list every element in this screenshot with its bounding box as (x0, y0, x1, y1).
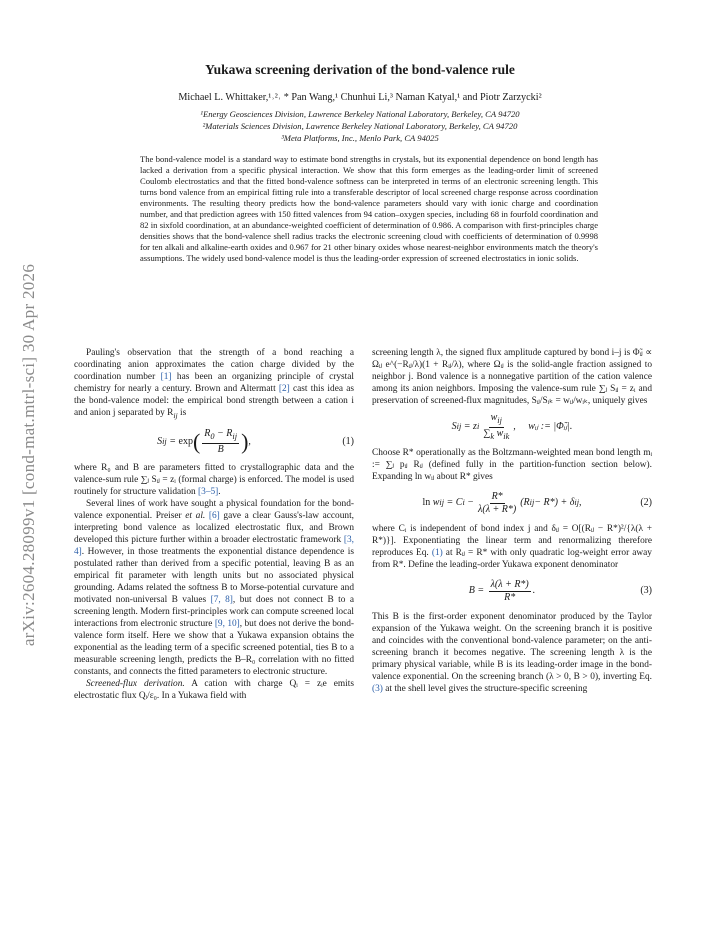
paragraph: This B is the first-order exponent denominator produced by the Taylor expansion of the Yukawa weight. On the screening branch it is positive and coincides with the conventional bond-valence parameter; on the anti-screening branch it becomes negative. The screening length λ is the primary physical variable, while B is its leading-order image in the bond-valence exponential. On the screening branch (λ > 0, B > 0), inverting Eq. (3) at the shell level gives the structure-specific screening (372, 612, 652, 694)
equation-2: ln w ij = C i − $\frac{R*}{\lambda(\lambda + R*)}$ (R ij − R*) + δ ij , (2) (372, 483, 652, 523)
equation-number: (3) (640, 585, 652, 596)
citation-link[interactable]: [3, 4] (74, 534, 354, 557)
equation-3: B = $\frac{\lambda(\lambda + R*)}{R*}$ . (3) (372, 571, 652, 611)
citation-link[interactable]: [1] (160, 372, 172, 382)
citation-link[interactable]: [6] (208, 510, 220, 521)
author-list: Michael L. Whittaker,¹˒²˒ * Pan Wang,¹ Chunhui Li,³ Naman Katyal,¹ and Piotr Zarzycki² (178, 92, 542, 103)
affiliation-3: ³Meta Platforms, Inc., Menlo Park, CA 94025 (281, 133, 439, 143)
citation-link[interactable]: [9, 10] (214, 618, 240, 629)
section-heading: Screened-flux derivation. (86, 678, 185, 689)
citation-link[interactable]: [2] (278, 384, 290, 394)
paragraph: where Cᵢ is independent of bond index j and δᵢⱼ = O[(Rᵢⱼ − R*)²/{λ(λ + R*)}]. Exponentiating the linear term and renormalizing therefore reproduces Eq. (1) at Rᵢⱼ = R* with only quadratic log-weight error away from R*. Define the leading-order Yukawa exponent denominator (372, 524, 652, 570)
paragraph: Screened-flux derivation. A cation with charge Qᵢ = zᵢe emits electrostatic flux Qᵢ/ε₀. In a Yukawa field with (74, 678, 354, 701)
equation-reference-link[interactable]: (3) (372, 684, 383, 694)
abstract: The bond-valence model is a standard way to estimate bond strengths in crystals, but its exponential dependence on bond length has lacked a derivation from a specific physical interaction. We show that this form emerges as the leading-order limit of screened Coulomb electrostatics and that the fitted bond-valence softness can be interpreted in terms of an electronic screening length. This turns bond valence from an empirical fitting rule into a transferable descriptor of local screened charge response across coordination environments. The resulting theory predicts how the bond-valence parameters should vary with ionic charge and coordination number, and that prediction agrees with 150 fitted valences from 94 cation–oxygen species, including 68 in fourfold coordination and 82 in sixfold coordination, at an abundance-weighted coefficient of determination of 0.986. A comparison with first-principles charge densities shows that the bond-valence shell radius tracks the electronic screening cloud with coefficients of determination of 0.9998 for ten alkali and alkaline-earth oxides and 0.967 for 21 other binary oxides whose nearest-neighbor environments match the theory's assumptions. The widely used bond-valence model is thus the leading-order expression of screened electrostatics in ionic solids. (140, 154, 598, 264)
affiliation-2: ²Materials Sciences Division, Lawrence Berkeley National Laboratory, Berkeley, CA 94720 (202, 121, 518, 131)
equation-weights: S ij = z i $\frac{w_{ij}}{\sum_k w_{ik}}$ , wᵢⱼ := |Φ̃ᵢⱼ|. (451, 411, 573, 441)
paragraph: where R₀ and B are parameters fitted to crystallographic data and the valence-sum rule ∑ⱼ Sᵢⱼ = zᵢ (formal charge) is enforced. The model is used routinely for structure validation [3–5]. (74, 462, 354, 497)
paragraph: Several lines of work have sought a physical foundation for the bond-valence exponential. Preiser et al. [6] gave a clear Gauss's-law account, interpreting bond valence as localized electrostatic flux, and Brown developed this picture further within a broader electrostatic framework [3, 4]. However, in those treatments the exponential distance dependence is postulated rather than derived from a specific potential, leaving B as an empirical fit parameter with length units but no associated physical grounding. Adams related the softness B to Morse-potential curvature and motivated non-universal B values [7, 8], but does not connect B to a screening length. Modern first-principles work can compute screened local interactions from electronic structure [9, 10], but does not derive the bond-valence form itself. Here we show that a Yukawa expansion obtains the exponential as the leading term of a specific screened potential, ties B to a measurable screening length, predicts the B–R₀ correlation with no fitted constants, and connects the fitted parameters to electronic structure. (74, 498, 354, 677)
equation-1: S ij = exp ( $\frac{R_0 - R_{ij}}{B}$ ) , (1) (74, 422, 354, 462)
equation-reference-link[interactable]: (1) (431, 548, 443, 558)
intro-paragraph: Pauling's observation that the strength of a bond reaching a coordinating anion approximates the cation charge divided by the coordination number [1] has been an organizing principle of crystal chemistry for nearly a century. Brown and Altermatt [2] cast this idea as the bond-valence model: the empirical bond strength between a cation i and anion j separated by $R_{ij}$ is (74, 348, 354, 420)
affiliation-1: ¹Energy Geosciences Division, Lawrence Berkeley National Laboratory, Berkeley, CA 94720 (200, 109, 520, 119)
equation-number: (1) (342, 435, 354, 447)
paper-title: Yukawa screening derivation of the bond-valence rule (205, 62, 515, 77)
citation-link[interactable]: [3–5] (198, 486, 219, 497)
paragraph: screening length λ, the signed flux amplitude captured by bond i–j is Φ̃ᵢⱼ ∝ Ωᵢⱼ e^(−Rᵢⱼ/λ)(1 + Rᵢⱼ/λ), where Ωᵢⱼ is the solid-angle fraction assigned to neighbor j. Bond valence is a nonnegative partition of the cation valence among its anion neighbors. Imposing the valence-sum rule ∑ⱼ Sᵢⱼ = zᵢ and preservation of screened-flux magnitudes, Sᵢⱼ/Sᵢₖ = wᵢⱼ/wᵢₖ, uniquely gives (372, 348, 652, 406)
equation-number: (2) (640, 497, 652, 508)
left-column (74, 347, 354, 702)
citation-link[interactable]: [7, 8] (210, 594, 233, 605)
paragraph: Choose R* operationally as the Boltzmann-weighted mean bond length mᵢ := ∑ⱼ pᵢⱼ Rᵢⱼ (defined fully in the partition-function section below). Expanding ln wᵢⱼ about R* gives (372, 448, 652, 482)
arxiv-identifier: arXiv:2604.28099v1 [cond-mat.mtrl-sci] 30 Apr 2026 (19, 263, 38, 647)
right-column (372, 347, 652, 695)
